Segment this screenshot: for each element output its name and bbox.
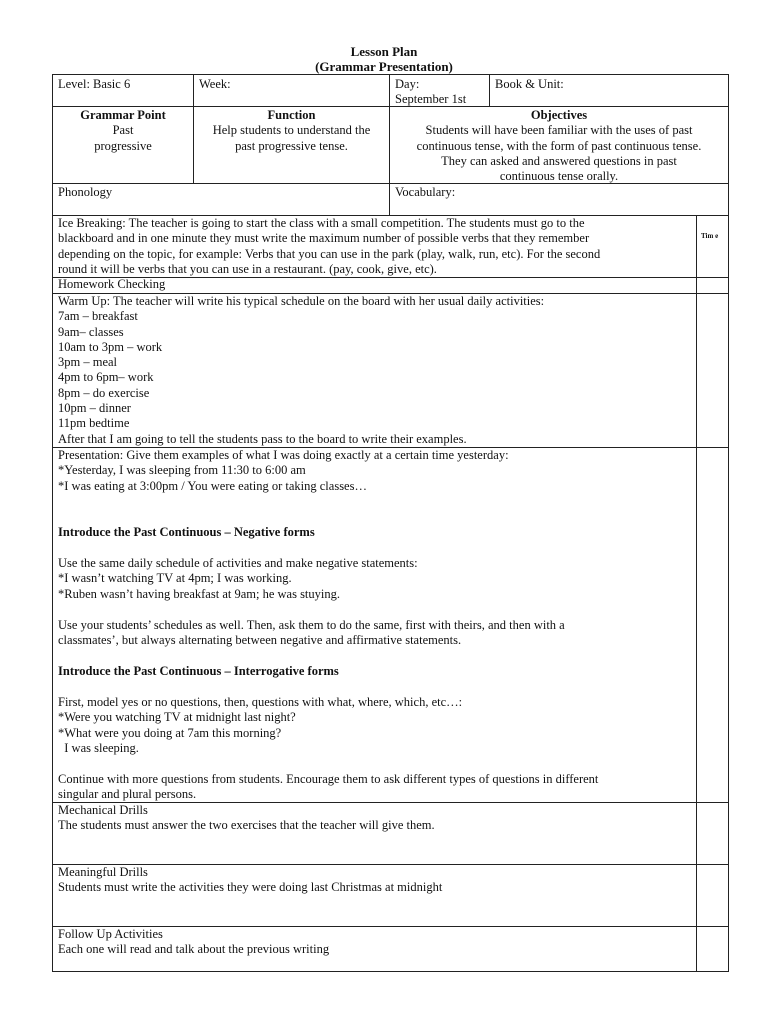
col-divider [489, 74, 490, 107]
book-unit-cell: Book & Unit: [495, 77, 564, 91]
warm-up-line: 8pm – do exercise [58, 385, 150, 400]
ice-breaking-line: round it will be verbs that you can use in a restaurant. (pay, cook, give, etc). [58, 261, 437, 276]
vocabulary-cell: Vocabulary: [395, 185, 456, 199]
warm-up-section [58, 294, 544, 447]
warm-up-line: 9am– classes [58, 324, 124, 339]
warm-up-line: 3pm – meal [58, 355, 118, 370]
follow-up-heading: Follow Up Activities [58, 927, 163, 941]
presentation-line: *Yesterday, I was sleeping from 11:30 to 6:00 am [58, 463, 306, 478]
continue-line: singular and plural persons. [58, 787, 197, 802]
interrogative-line: I was sleeping. [58, 740, 139, 755]
presentation-section [58, 448, 509, 494]
presentation-line: *I was eating at 3:00pm / You were eating or taking classes… [58, 478, 367, 493]
mechanical-drills-heading: Mechanical Drills [58, 803, 148, 817]
schedules-line: classmates’, but always alternating between negative and affirmative statements. [58, 633, 462, 648]
level-cell: Level: Basic 6 [58, 77, 131, 91]
interrogative-forms-heading: Introduce the Past Continuous – Interrogative forms [58, 664, 339, 678]
day-value: September 1st [395, 92, 467, 106]
time-column-label: Tim e [701, 232, 719, 240]
warm-up-line: 10pm – dinner [58, 401, 131, 416]
grammar-point-heading: Grammar Point [80, 108, 166, 122]
day-label: Day: [395, 77, 420, 91]
objectives-heading: Objectives [530, 108, 588, 122]
function-heading: Function [267, 108, 316, 122]
document-title: Lesson Plan [350, 44, 418, 59]
meaningful-drills-heading: Meaningful Drills [58, 865, 148, 879]
grammar-point-cell [53, 108, 193, 154]
ice-breaking-section [58, 216, 600, 277]
follow-up-text: Each one will read and talk about the previous writing [58, 942, 330, 957]
negative-forms-section [58, 556, 418, 602]
negative-line: *Ruben wasn’t having breakfast at 9am; he was stuying. [58, 586, 341, 601]
objectives-line: continuous tense, with the form of past continuous tense. [416, 138, 702, 153]
ice-breaking-line: Ice Breaking: The teacher is going to start the class with a small competition. The students must go to the [58, 216, 585, 230]
function-cell [194, 108, 389, 154]
row-divider [52, 106, 729, 107]
negative-line: Use the same daily schedule of activities and make negative statements: [58, 556, 418, 570]
lesson-plan-table [52, 74, 729, 972]
ice-breaking-line: depending on the topic, for example: Verbs that you can use in the park (play, walk, run, etc). For the second [58, 246, 601, 261]
document-subtitle: (Grammar Presentation) [315, 59, 453, 74]
week-cell: Week: [199, 77, 231, 91]
warm-up-line: 7am – breakfast [58, 309, 138, 324]
follow-up-section [58, 927, 329, 958]
interrogative-line: First, model yes or no questions, then, questions with what, where, which, etc…: [58, 695, 463, 709]
presentation-line: Presentation: Give them examples of what I was doing exactly at a certain time yesterday: [58, 448, 509, 462]
objectives-line: Students will have been familiar with the uses of past [425, 123, 693, 138]
continue-line: Continue with more questions from students. Encourage them to ask different types of questions in different [58, 772, 599, 786]
schedules-line: Use your students’ schedules as well. Then, ask them to do the same, first with theirs, and then with a [58, 618, 565, 632]
meaningful-drills-section [58, 865, 442, 896]
warm-up-line: 11pm bedtime [58, 416, 130, 431]
interrogative-line: *Were you watching TV at midnight last night? [58, 710, 296, 725]
continue-section [58, 772, 598, 803]
negative-line: *I wasn’t watching TV at 4pm; I was working. [58, 571, 292, 586]
mechanical-drills-section [58, 803, 435, 834]
phonology-cell: Phonology [58, 185, 113, 199]
function-line: past progressive tense. [235, 138, 348, 153]
ice-breaking-line: blackboard and in one minute they must write the maximum number of possible verbs that they remember [58, 231, 590, 246]
objectives-cell [390, 108, 728, 184]
time-col-divider [696, 215, 697, 972]
objectives-line: They can asked and answered questions in past [441, 153, 677, 168]
function-line: Help students to understand the [212, 123, 371, 138]
homework-checking: Homework Checking [58, 277, 166, 291]
warm-up-line: After that I am going to tell the students pass to the board to write their examples. [58, 431, 467, 446]
warm-up-line: 10am to 3pm – work [58, 339, 163, 354]
negative-forms-heading: Introduce the Past Continuous – Negative forms [58, 525, 315, 539]
grammar-point-line: Past [112, 123, 134, 138]
objectives-line: continuous tense orally. [499, 169, 619, 184]
warm-up-line: Warm Up: The teacher will write his typical schedule on the board with her usual daily activities: [58, 294, 545, 308]
schedules-section [58, 618, 565, 649]
warm-up-line: 4pm to 6pm– work [58, 370, 154, 385]
meaningful-drills-text: Students must write the activities they were doing last Christmas at midnight [58, 880, 443, 895]
interrogative-line: *What were you doing at 7am this morning? [58, 725, 282, 740]
grammar-point-line: progressive [94, 138, 152, 153]
mechanical-drills-text: The students must answer the two exercises that the teacher will give them. [58, 818, 435, 833]
interrogative-forms-section [58, 695, 462, 756]
